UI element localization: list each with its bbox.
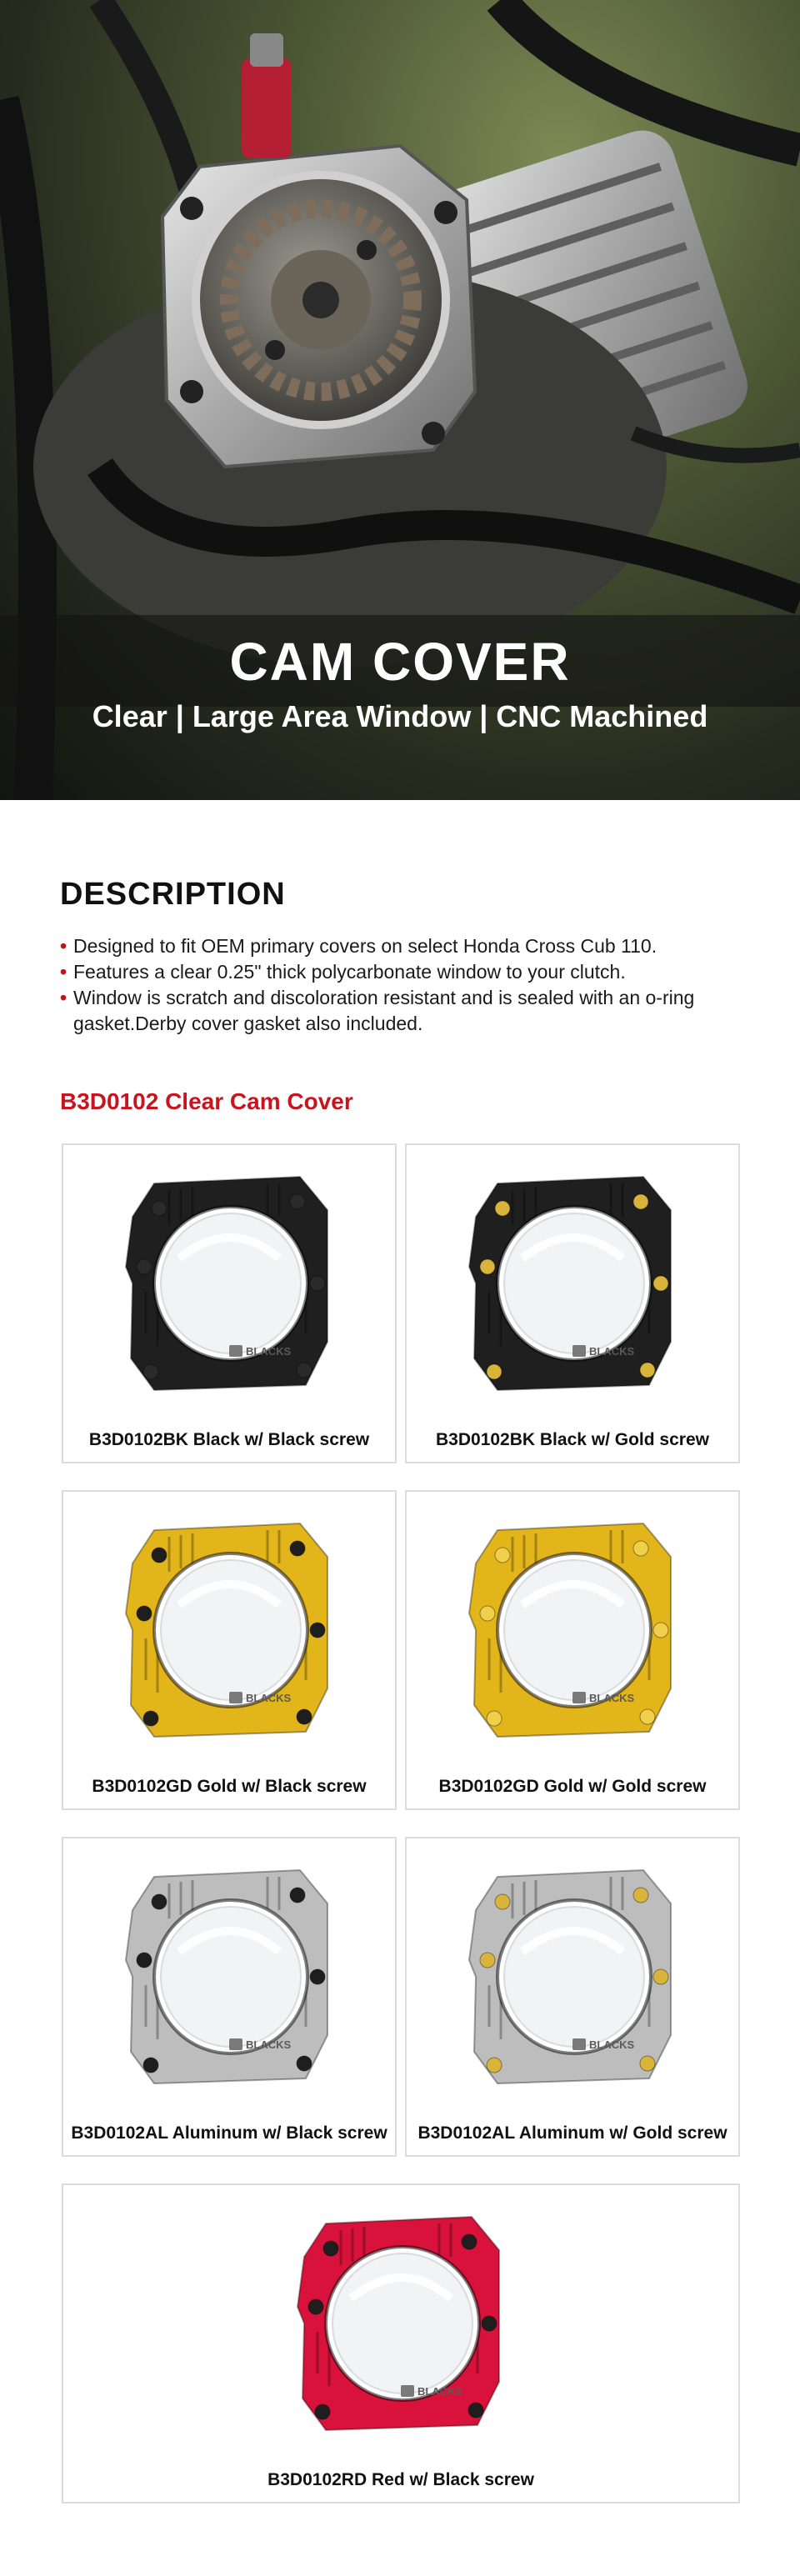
cam-cover-image (121, 1860, 338, 2093)
cam-cover-image (121, 1167, 338, 1400)
cam-cover-image (464, 1513, 681, 1747)
bullet-icon: • (60, 935, 68, 957)
hero-banner (0, 0, 800, 800)
product-card[interactable] (62, 1837, 397, 2157)
hero-title: CAM COVER (229, 632, 571, 692)
description-item: • Designed to fit OEM primary covers on select Honda Cross Cub 110. (60, 933, 752, 959)
product-caption: B3D0102AL Aluminum w/ Gold screw (418, 2123, 728, 2143)
svg-text:BLACKS: BLACKS (589, 2038, 635, 2051)
product-caption: B3D0102AL Aluminum w/ Black screw (71, 2123, 388, 2143)
product-caption: B3D0102BK Black w/ Black screw (88, 1430, 370, 1449)
cam-cover-image (292, 2207, 509, 2440)
description-item: • Window is scratch and discoloration resistant and is sealed with an o-ring gasket.Derby cover gasket also included. (60, 987, 695, 1034)
product-caption: B3D0102GD Gold w/ Gold screw (438, 1777, 707, 1796)
bullet-icon: • (60, 987, 68, 1008)
product-caption: B3D0102RD Red w/ Black screw (268, 2470, 534, 2489)
product-caption: B3D0102GD Gold w/ Black screw (92, 1777, 367, 1796)
product-card[interactable] (405, 1490, 740, 1810)
svg-text:BLACKS: BLACKS (589, 1692, 635, 1704)
description-list (60, 933, 752, 1037)
svg-text:BLACKS: BLACKS (589, 1345, 635, 1358)
product-card[interactable] (62, 1143, 397, 1463)
product-section-title: B3D0102 Clear Cam Cover (60, 1088, 353, 1114)
product-caption: B3D0102BK Black w/ Gold screw (436, 1430, 709, 1449)
bullet-icon: • (60, 961, 68, 983)
hero-subtitle: Clear | Large Area Window | CNC Machined (92, 699, 708, 733)
product-card[interactable] (405, 1143, 740, 1463)
svg-text:BLACKS: BLACKS (246, 2038, 292, 2051)
svg-text:BLACKS: BLACKS (246, 1692, 292, 1704)
product-card[interactable] (62, 1490, 397, 1810)
product-card[interactable] (62, 2183, 740, 2503)
product-card[interactable] (405, 1837, 740, 2157)
cam-cover-image (121, 1513, 338, 1747)
description-heading: DESCRIPTION (60, 877, 286, 912)
svg-text:BLACKS: BLACKS (418, 2385, 463, 2398)
svg-text:BLACKS: BLACKS (246, 1345, 292, 1358)
cam-cover-image (464, 1167, 681, 1400)
cam-cover-image (464, 1860, 681, 2093)
description-item: • Features a clear 0.25" thick polycarbonate window to your clutch. (60, 959, 752, 985)
